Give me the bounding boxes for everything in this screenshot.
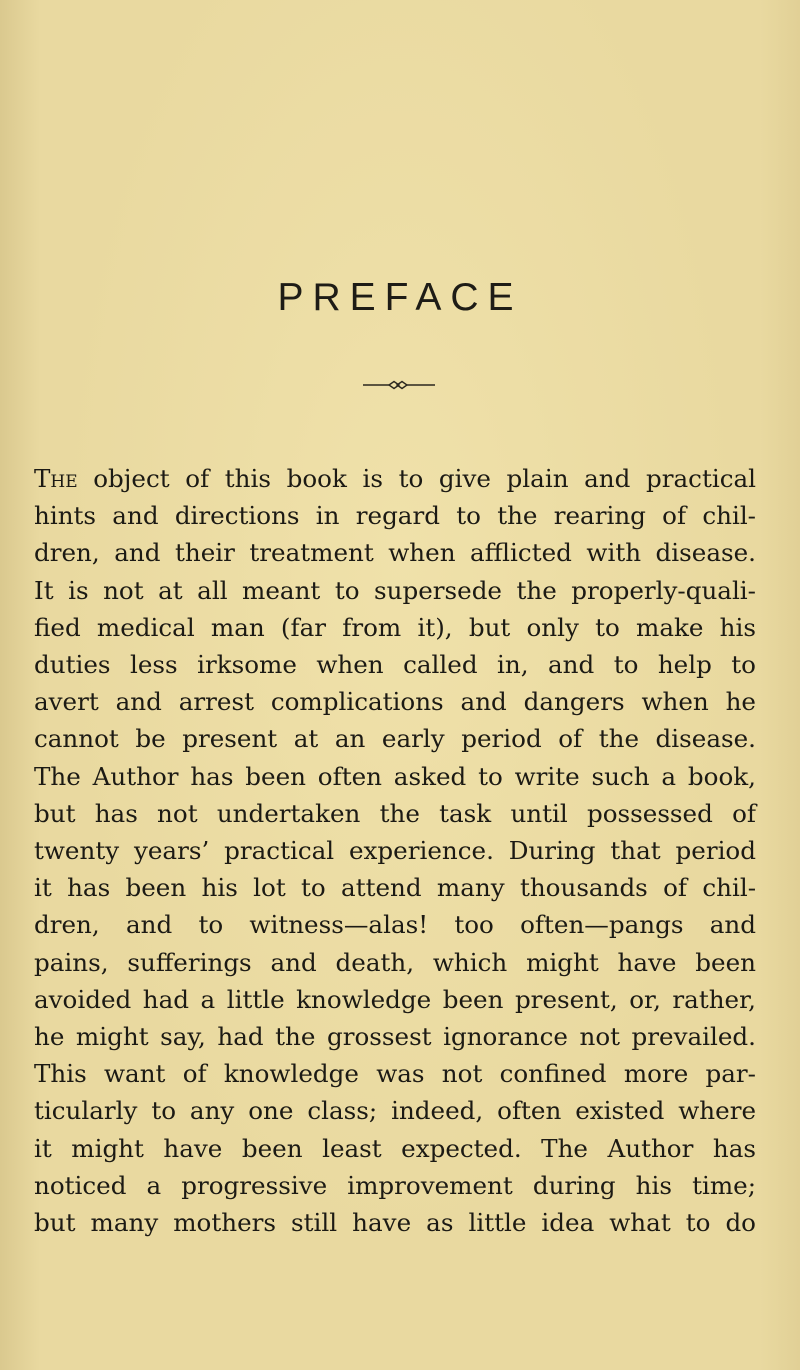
text-line-10: but has not undertaken the task until possessed of	[34, 798, 756, 828]
text-line-9: The Author has been often asked to write such a book,	[34, 761, 756, 791]
text-line-12: it has been his lot to attend many thousands of chil-	[34, 873, 756, 903]
text-line-16: he might say, had the grossest ignorance not prevailed.	[34, 1022, 756, 1052]
text-line-3: dren, and their treatment when afflicted with disease.	[34, 538, 756, 568]
text-line-15: avoided had a little knowledge been present, or, rather,	[34, 984, 756, 1014]
text-line-11: twenty years’ practical experience. During that period	[34, 836, 756, 866]
text-line-20: noticed a progressive improvement during his time;	[34, 1170, 756, 1200]
first-word: The	[34, 464, 78, 493]
text-line-5: fied medical man (far from it), but only to make his	[34, 612, 756, 642]
text-line-4: It is not at all meant to supersede the properly-quali-	[34, 575, 756, 605]
title-ornament-rule	[363, 378, 435, 392]
text-line-6: duties less irksome when called in, and to help to	[34, 650, 756, 680]
text-line-7: avert and arrest complications and dangers when he	[34, 687, 756, 717]
text-line-21: but many mothers still have as little idea what to do	[34, 1208, 756, 1238]
text-line-1: The object of this book is to give plain and practical	[34, 464, 756, 493]
text-line-14: pains, sufferings and death, which might have been	[34, 947, 756, 977]
text-line-8: cannot be present at an early period of the disease.	[34, 724, 756, 754]
text-line-13: dren, and to witness—alas! too often—pangs and	[34, 910, 756, 940]
text-line-19: it might have been least expected. The Author has	[34, 1133, 756, 1163]
text-line-18: ticularly to any one class; indeed, often existed where	[34, 1096, 756, 1126]
preface-body	[34, 460, 756, 1241]
page-title: PREFACE	[277, 276, 523, 319]
text-line-17: This want of knowledge was not confined more par-	[34, 1059, 756, 1089]
text-line-2: hints and directions in regard to the rearing of chil-	[34, 501, 756, 531]
